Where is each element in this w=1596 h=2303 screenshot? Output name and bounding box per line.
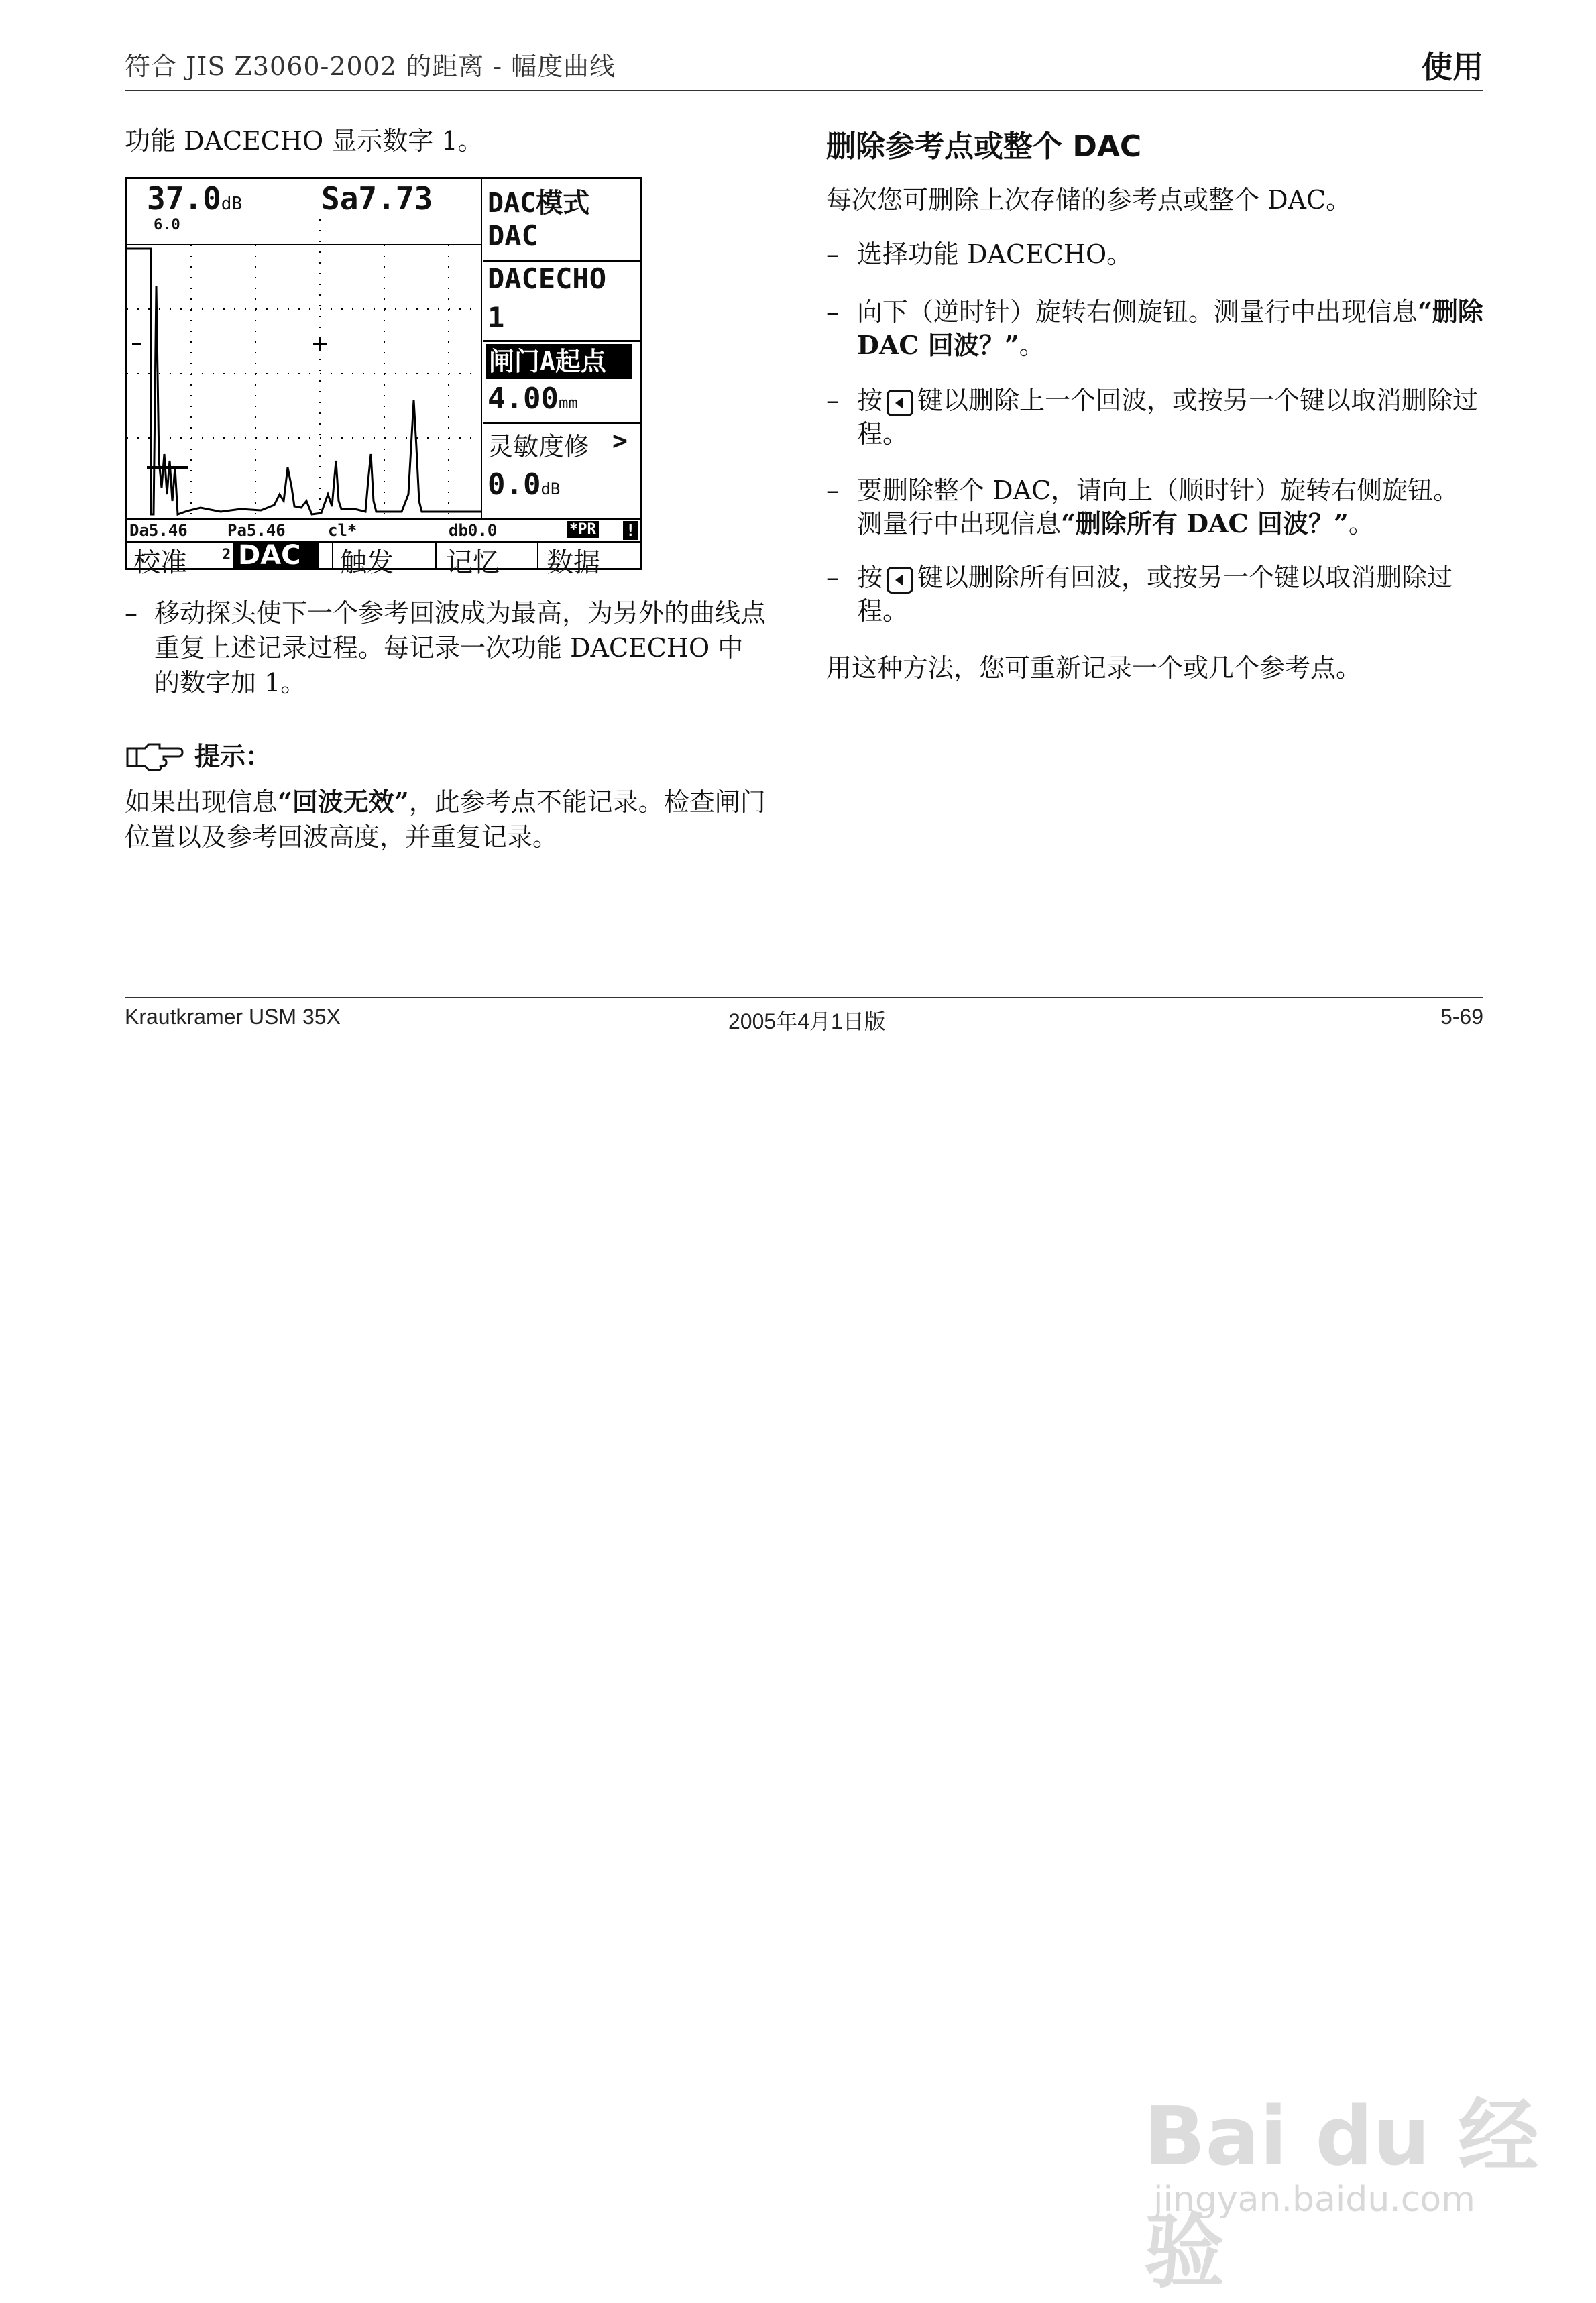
- watermark-url: jingyan.baidu.com: [1153, 2180, 1475, 2220]
- menu-calibrate[interactable]: 校准: [133, 547, 187, 578]
- panel-gate-start-value: 4.00mm: [488, 382, 578, 416]
- instrument-screen: [125, 177, 642, 578]
- status-db: db0.0: [449, 521, 498, 540]
- menu-trigger[interactable]: 触发: [340, 547, 394, 578]
- status-divider: [127, 518, 640, 520]
- panel-mode-label: DAC模式: [488, 188, 590, 219]
- footer-edition: 2005年4月1日版: [728, 1009, 886, 1033]
- menu-separator: [537, 541, 538, 568]
- sa-value: Sa7.73: [321, 180, 433, 217]
- panel-sensitivity-label: 灵敏度修 >: [488, 426, 628, 461]
- panel-sensitivity-value: 0.0dB: [488, 467, 561, 502]
- panel-dacecho-value: 1: [488, 301, 505, 334]
- pointing-hand-icon: [125, 740, 185, 771]
- right-outro: 用这种方法，您可重新记录一个或几个参考点。: [826, 653, 1362, 683]
- watermark-logo: Bai du 经验: [1144, 2090, 1539, 2299]
- menu-separator: [435, 541, 437, 568]
- status-pa: Pa5.46: [227, 521, 286, 540]
- intro-text: 功能 DACECHO 显示数字 1。: [125, 126, 483, 156]
- panel-divider: [483, 260, 640, 262]
- section-title: 使用: [1422, 49, 1483, 85]
- right-heading: 删除参考点或整个 DAC: [826, 129, 1142, 164]
- footer-product: Krautkramer USM 35X: [125, 1005, 341, 1029]
- menu-data[interactable]: 数据: [547, 547, 600, 578]
- settings-panel: [483, 179, 640, 518]
- panel-divider: [483, 422, 640, 424]
- footer-page-number: 5-69: [1440, 1005, 1483, 1029]
- panel-dacecho-label: DACECHO: [488, 262, 607, 295]
- menu-index: 2: [222, 547, 231, 563]
- gain-value: 37.0dB: [147, 180, 243, 217]
- panel-divider: [483, 340, 640, 342]
- warning-icon: !: [623, 521, 638, 540]
- header-divider: [125, 90, 1483, 91]
- small-value: 6.0: [154, 217, 180, 233]
- menu-dac[interactable]: DAC: [233, 543, 319, 568]
- left-arrow-key-icon: [887, 390, 913, 416]
- panel-gate-start-label: 闸门A起点: [486, 344, 632, 379]
- status-pr-badge: *PR: [567, 521, 599, 538]
- right-intro: 每次您可删除上次存储的参考点或整个 DAC。: [826, 185, 1352, 215]
- menu-separator: [332, 541, 333, 568]
- left-arrow-key-icon: [887, 567, 913, 594]
- note-title: 提示：: [194, 742, 272, 771]
- chevron-right-icon: >: [612, 426, 628, 455]
- running-header-title: 符合 JIS Z3060-2002 的距离 - 幅度曲线: [125, 52, 616, 81]
- status-cl: cl*: [328, 521, 357, 540]
- menu-memory[interactable]: 记忆: [446, 547, 500, 578]
- ascan-display: [127, 179, 482, 521]
- footer-divider: [125, 997, 1483, 998]
- note-text: 如果出现信息“回波无效”，此参考点不能记录。检查闸门位置以及参考回波高度，并重复记录。: [125, 787, 766, 852]
- status-da: Da5.46: [129, 521, 188, 540]
- panel-mode-value: DAC: [488, 219, 538, 252]
